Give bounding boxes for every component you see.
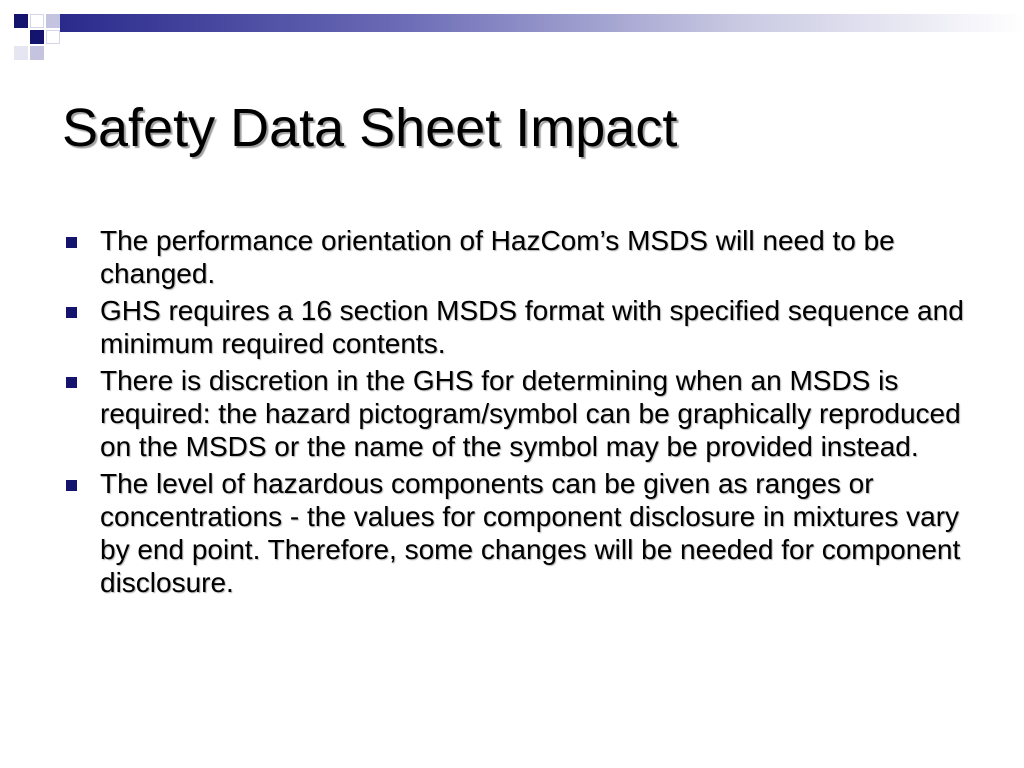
header-gradient-bar bbox=[60, 14, 1024, 32]
bullet-item bbox=[60, 364, 965, 463]
decor-square bbox=[30, 46, 44, 60]
decor-square bbox=[14, 30, 28, 44]
decor-square bbox=[30, 14, 44, 28]
bullet-text: There is discretion in the GHS for determining when an MSDS is required: the hazard pictogram/symbol can be graphically reproduced on the MSDS or the name of the symbol may be provided instead. bbox=[100, 365, 961, 462]
decor-square bbox=[14, 14, 28, 28]
bullet-item bbox=[60, 294, 965, 360]
decor-square bbox=[46, 30, 60, 44]
bullet-text: GHS requires a 16 section MSDS format with specified sequence and minimum required contents. bbox=[100, 295, 964, 359]
decor-square bbox=[30, 30, 44, 44]
decor-square bbox=[14, 46, 28, 60]
square-bullet-icon bbox=[66, 307, 77, 318]
bullet-item bbox=[60, 467, 965, 599]
bullet-list bbox=[60, 224, 965, 603]
decor-square bbox=[46, 14, 60, 28]
square-bullet-icon bbox=[66, 377, 77, 388]
bullet-text: The performance orientation of HazCom’s MSDS will need to be changed. bbox=[100, 225, 895, 289]
square-bullet-icon bbox=[66, 480, 77, 491]
bullet-item bbox=[60, 224, 965, 290]
bullet-text: The level of hazardous components can be given as ranges or concentrations - the values for component disclosure in mixtures vary by end point. Therefore, some changes will be needed for component disclosure. bbox=[100, 468, 961, 598]
slide-title: Safety Data Sheet Impact bbox=[62, 98, 678, 158]
square-bullet-icon bbox=[66, 237, 77, 248]
